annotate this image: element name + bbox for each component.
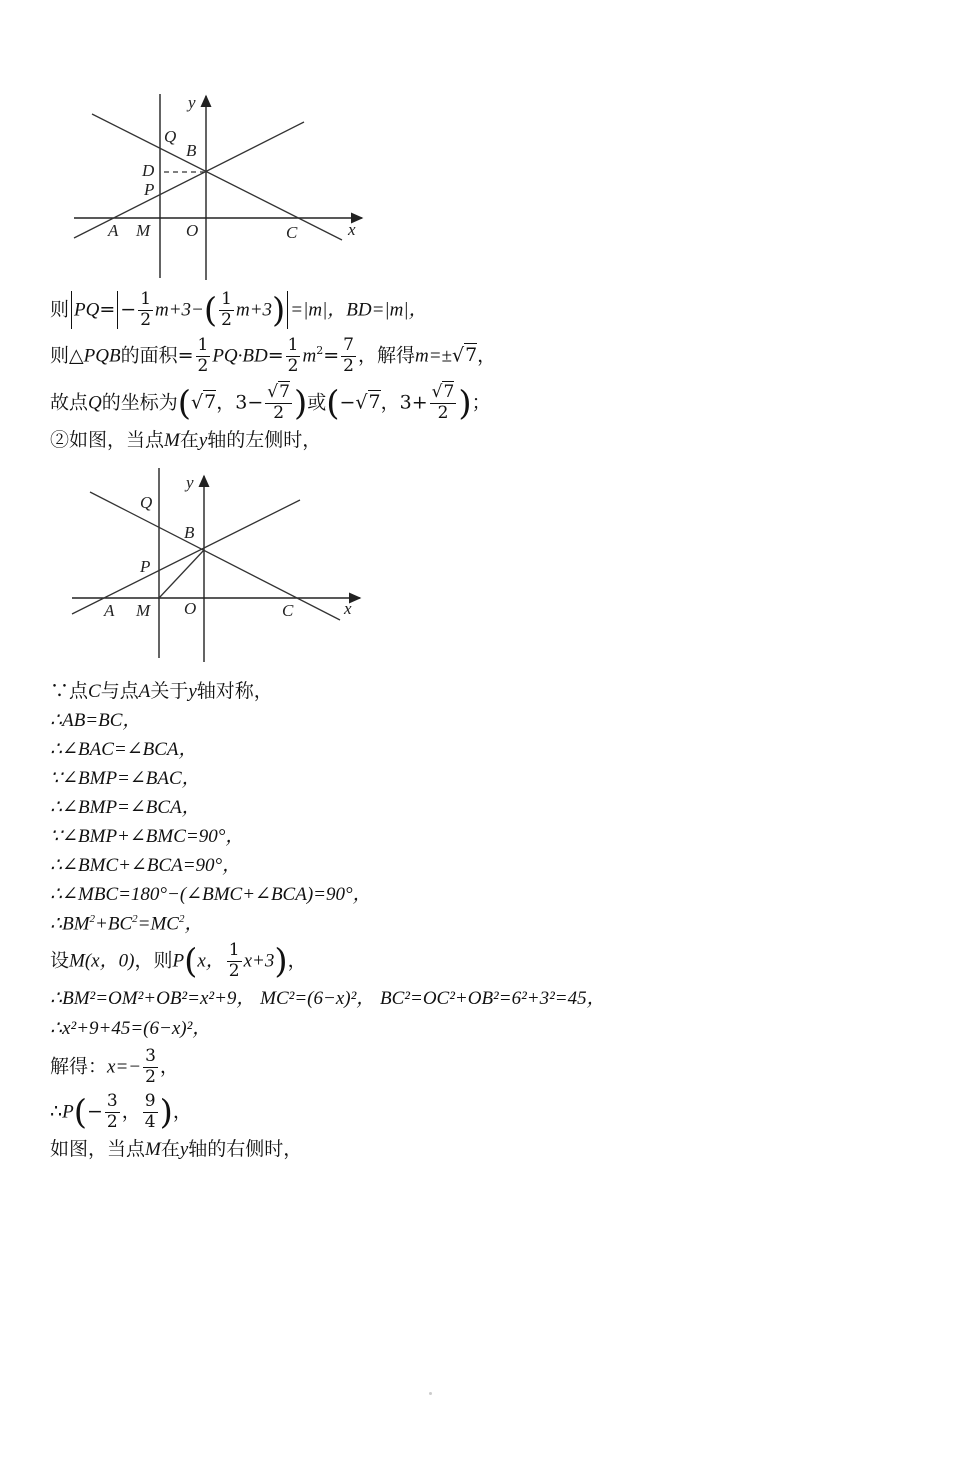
fraction: $\frac{7}{2}$	[343, 335, 354, 376]
proof-line-13: 解得：x=− $\frac{3}{2}$ ，	[50, 1046, 179, 1087]
math: PQ·BD	[212, 345, 268, 367]
label-x: x	[348, 220, 356, 239]
proof-line-9: $\therefore BM^2+BC^2=MC^2$，	[50, 913, 204, 935]
math: m	[302, 345, 317, 367]
text: ②如图，当点	[50, 429, 165, 451]
proof-line-5: ∴∠BMP=∠BCA，	[50, 797, 201, 818]
proof-line-1: ∵点C与点A关于y轴对称，	[50, 680, 273, 702]
proof-line-3: ∴∠BAC=∠BCA，	[50, 739, 198, 760]
fraction: $\frac{1}{2}$	[287, 335, 299, 376]
fraction: $\frac{√7}{2}$	[267, 382, 290, 423]
proof-line-12: ∴x²+9+45=(6−x)²，	[50, 1018, 212, 1039]
text: 的面积	[120, 344, 178, 367]
proof-line-14: ∴P(− $\frac{3}{2}$ ， $\frac{9}{4}$ )，	[50, 1091, 192, 1133]
math: m+3−	[155, 299, 204, 321]
label-p: P	[140, 557, 151, 576]
fraction: $\frac{√7}{2}$	[431, 382, 455, 423]
math: m+3	[235, 299, 273, 321]
fraction: $\frac{3}{2}$	[145, 1046, 156, 1087]
proof-line-7: ∴∠BMC+∠BCA=90°，	[50, 855, 242, 876]
label-y: y	[186, 473, 194, 492]
segment-mb	[159, 550, 204, 598]
label-c: C	[286, 223, 298, 242]
label-b: B	[184, 523, 195, 542]
figure-1-svg	[60, 90, 380, 290]
label-q: Q	[164, 127, 177, 146]
text: 的坐标为	[101, 391, 178, 414]
label-y: y	[188, 93, 196, 112]
math: m=±	[414, 345, 452, 367]
proof-line-8: ∴∠MBC=180°−(∠BMC+∠BCA)=90°，	[50, 884, 372, 905]
line-bc	[92, 114, 342, 240]
figure-2-svg	[60, 468, 380, 668]
proof-line-2: ∴AB=BC，	[50, 710, 142, 731]
proof-line-6: ∵∠BMP+∠BMC=90°，	[50, 826, 245, 847]
label-a: A	[104, 601, 115, 620]
label-m: M	[136, 221, 151, 240]
math: PQB	[83, 345, 121, 367]
label-o: O	[184, 599, 197, 618]
math: PQ	[74, 299, 100, 321]
label-x: x	[344, 599, 352, 618]
line-q-coords: 故点Q的坐标为(√7，3− $\frac{√7}{2}$ )或(−√7，3+ $\frac{√7}{2}$ )；	[50, 382, 491, 424]
text: 则△	[50, 344, 84, 367]
math: =	[99, 298, 116, 321]
fraction: $\frac{1}{2}$	[221, 289, 232, 330]
label-o: O	[186, 221, 199, 240]
fraction: $\frac{9}{4}$	[144, 1091, 156, 1132]
line-ab	[72, 500, 300, 614]
math: =|m|，BD=|m|，	[290, 299, 428, 321]
label-p: P	[144, 180, 155, 199]
fraction: $\frac{1}{2}$	[197, 335, 209, 376]
proof-line-15: 如图，当点M在y轴的右侧时，	[50, 1138, 303, 1160]
line-area: 则△PQB的面积= $\frac{1}{2}$ PQ·BD= $\frac{1}{2}$ $m^2=$ $\frac{7}{2}$ ，解得m=±√7，	[50, 335, 497, 376]
label-b: B	[186, 141, 197, 160]
line-case2-heading: ②如图，当点M在y轴的左侧时，	[50, 429, 322, 451]
proof-line-10: 设M(x，0)，则P(x， $\frac{1}{2}$ x+3)，	[50, 940, 307, 982]
figure-1	[60, 90, 380, 290]
label-c: C	[282, 601, 294, 620]
fraction: $\frac{3}{2}$	[106, 1091, 118, 1132]
text: 或	[307, 391, 327, 414]
label-q: Q	[140, 493, 153, 512]
scan-dot	[429, 1392, 432, 1395]
line-pq-abs: 则 PQ= − $\frac{1}{2}$ m+3−( $\frac{1}{2}$ m+3) =|m|，BD=|m|，	[50, 289, 428, 331]
text: 故点	[50, 391, 89, 414]
label-a: A	[108, 221, 119, 240]
text: 则	[50, 298, 70, 321]
math: Q	[88, 392, 102, 414]
proof-line-4: ∵∠BMP=∠BAC，	[50, 768, 201, 789]
proof-line-11: ∴BM²=OM²+OB²=x²+9， MC²=(6−x)²， BC²=OC²+OB²=6²+3²=45，	[50, 988, 606, 1009]
text: ，解得	[357, 344, 415, 367]
figure-2	[60, 468, 380, 668]
fraction: $\frac{1}{2}$	[228, 940, 240, 981]
math: −	[120, 298, 137, 321]
fraction: $\frac{1}{2}$	[140, 289, 152, 330]
line-bc	[90, 492, 340, 620]
label-m: M	[136, 601, 151, 620]
label-d: D	[142, 161, 155, 180]
